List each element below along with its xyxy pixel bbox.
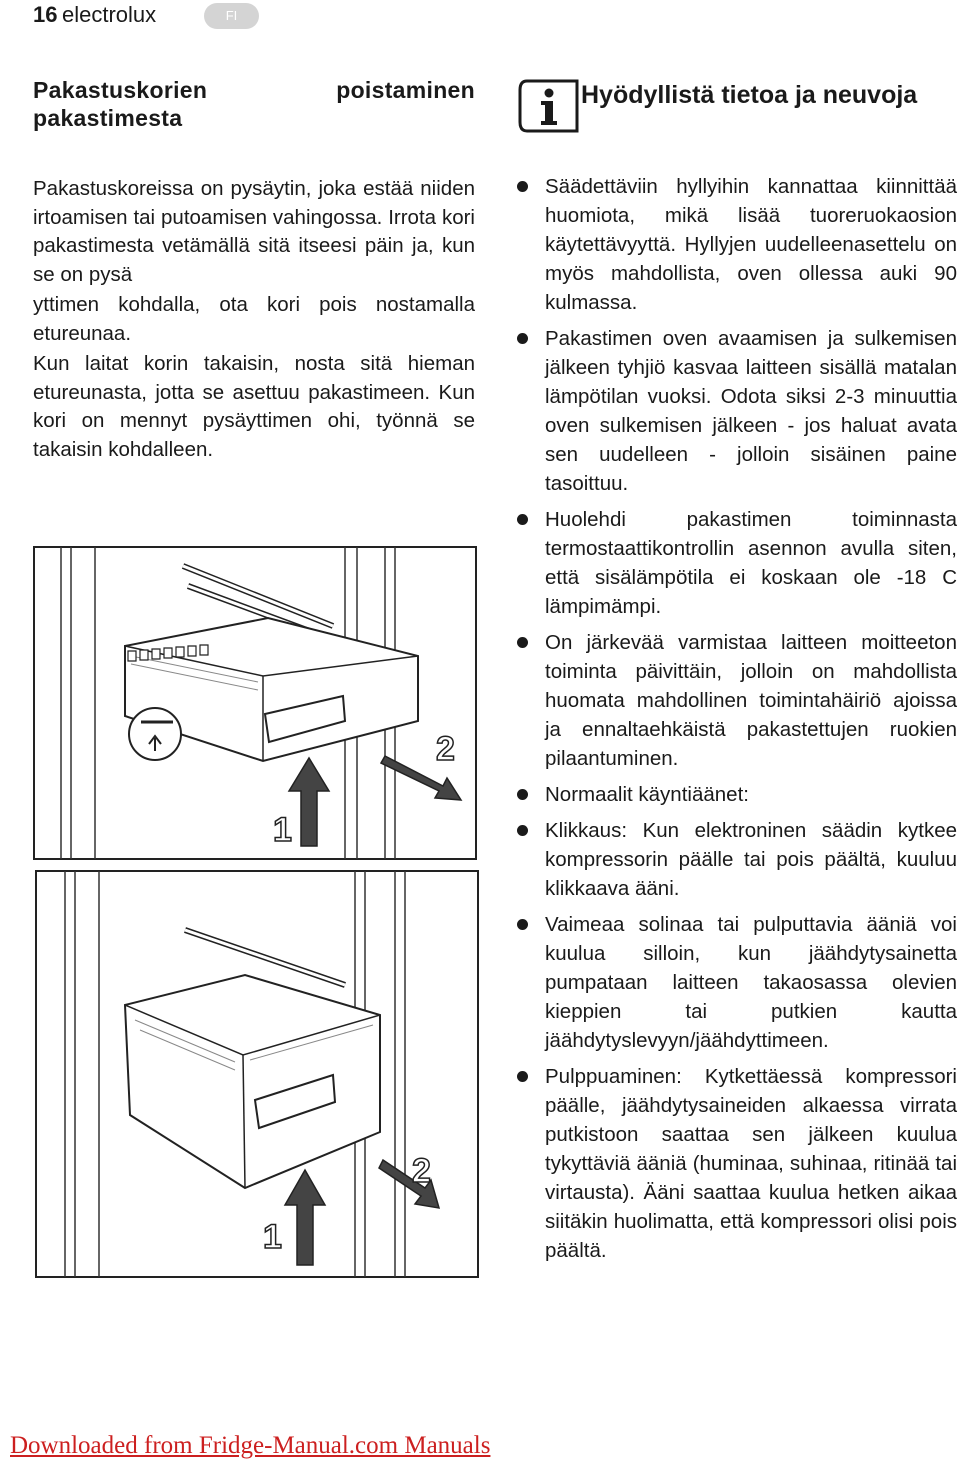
page-header: [0, 0, 960, 34]
list-item-text: Säädettäviin hyllyihin kannattaa kiinnittää huomiota, mikä lisää tuoreruokaosion käytettävyyttä. Hyllyjen uudelleenasettelu on myös mahdollista, oven ollessa auki 90 kulmassa.: [545, 175, 957, 314]
brand-name: electrolux: [62, 2, 157, 27]
list-item-text: On järkevää varmistaa laitteen moitteeton toiminta päivittäin, jolloin on mahdollista huomata mahdollinen toimintahäiriö ajoissa ja ennaltaehkäistä pakastettujen ruokien pilaantuminen.: [545, 631, 957, 770]
paragraph: yttimen kohdalla, ota kori pois nostamalla etureunaa.: [33, 293, 475, 345]
paragraph: Kun laitat korin takaisin, nosta sitä hieman etureunasta, jotta se asettuu pakastimeen. Kun kori on mennyt pysäyttimen ohi, työnnä se takaisin kohdalleen.: [33, 352, 475, 461]
list-item: [517, 780, 957, 809]
bullet-icon: [517, 789, 528, 800]
basket-removal-figure-1: [33, 546, 477, 860]
section-title-line-2: pakastimesta: [33, 105, 183, 131]
download-source-link[interactable]: Downloaded from Fridge-Manual.com Manuals: [10, 1432, 491, 1459]
basket-removal-figure-2: [35, 870, 479, 1278]
basket-illustration: [33, 546, 477, 860]
bullet-icon: [517, 919, 528, 930]
bullet-icon: [517, 1071, 528, 1082]
tips-title: Hyödyllistä tietoa ja neuvoja: [581, 81, 918, 109]
list-item: [517, 1062, 957, 1265]
list-item-text: Pakastimen oven avaamisen ja sulkemisen jälkeen tyhjiö kasvaa laitteen sisällä matalan lämpötilan vuoksi. Odota siksi 2-3 minuuttia oven sulkemisen jälkeen - jos haluat avata sen uudelleen - jolloin sisäinen paine tasoittuu.: [545, 327, 957, 495]
bullet-icon: [517, 514, 528, 525]
bullet-icon: [517, 333, 528, 344]
bullet-icon: [517, 637, 528, 648]
list-item: [517, 172, 957, 317]
list-item: [517, 910, 957, 1055]
page-number: 16: [33, 2, 58, 27]
list-item-text: Vaimeaa solinaa tai pulputtavia ääniä voi kuulua silloin, kun jäähdytysainetta pumpataan laitteen takaosassa olevien kieppien tai putkien kautta jäähdytyslevyyn/jäähdyttimeen.: [545, 913, 957, 1052]
step-label-2: 2: [436, 730, 455, 768]
section-title: [33, 76, 475, 132]
step-label-2: 2: [412, 1152, 431, 1190]
list-item: [517, 324, 957, 498]
list-item-text: Huolehdi pakastimen toiminnasta termostaattikontrollin asennon avulla siten, että sisälämpötila ei koskaan ole -18 C lämpimämpi.: [545, 508, 957, 618]
list-item: [517, 816, 957, 903]
info-icon: [517, 78, 579, 134]
list-item: [517, 628, 957, 773]
section-title-word-1: Pakastuskorien: [33, 77, 208, 103]
bullet-icon: [517, 825, 528, 836]
list-item: [517, 505, 957, 621]
step-label-1: 1: [263, 1218, 282, 1256]
step-label-1: 1: [273, 811, 292, 849]
tips-header: [517, 76, 957, 136]
list-item-text: Klikkaus: Kun elektroninen säädin kytkee kompressorin päälle tai pois päältä, kuuluu klikkaava ääni.: [545, 819, 957, 900]
basket-illustration: [35, 870, 479, 1278]
tips-list: [517, 172, 957, 1272]
paragraph: Pakastuskoreissa on pysäytin, joka estää niiden irtoamisen tai putoamisen vahingossa. Irrota kori pakastimesta vetämällä sitä itseesi päin ja, kun se on pysä: [33, 177, 475, 286]
bullet-icon: [517, 181, 528, 192]
section-title-word-2: poistaminen: [336, 77, 475, 103]
list-item-text: Normaalit käyntiäänet:: [545, 783, 749, 806]
list-item-text: Pulppuaminen: Kytkettäessä kompressori päälle, jäähdytysaineiden alkaessa virrata putkistoon saattaa sen jälkeen kuulua tykyttäviä ääniä (huminaa, suhinaa, ritinää tai virtausta). Ääni saattaa kuulua hetken aikaa siitäkin huolimatta, että kompressori olisi pois päältä.: [545, 1065, 957, 1262]
instructions-text: [33, 175, 475, 464]
language-badge: FI: [204, 3, 259, 29]
